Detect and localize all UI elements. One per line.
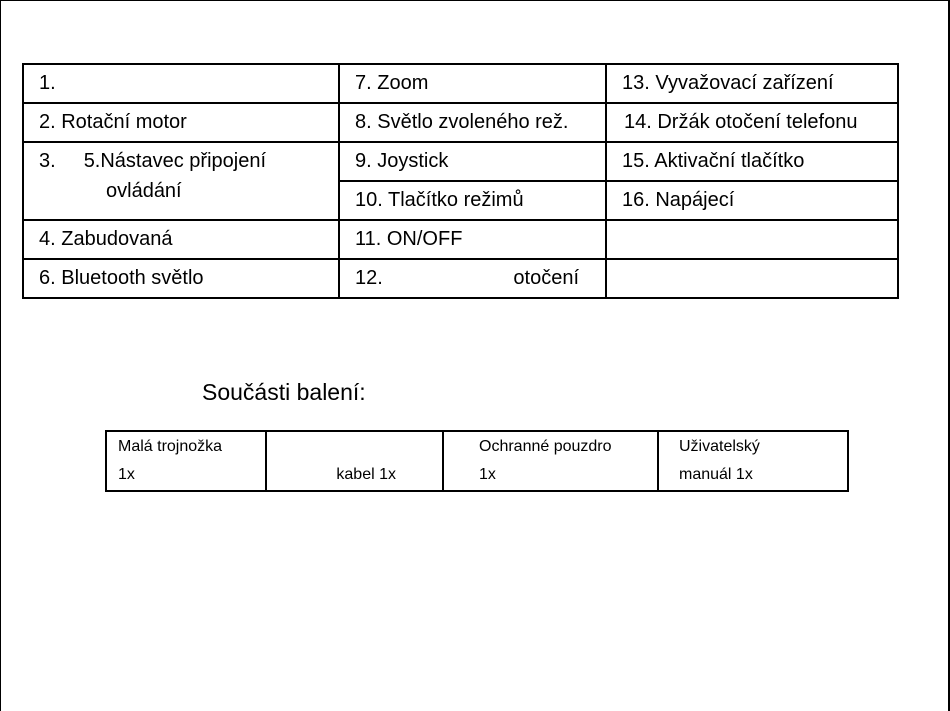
package-item-line1: Ochranné pouzdro bbox=[479, 438, 612, 455]
table-row bbox=[23, 259, 898, 298]
parts-cell-12 bbox=[339, 259, 606, 298]
table-row bbox=[23, 64, 898, 103]
parts-cell: 16. Napájecí bbox=[606, 181, 898, 220]
table-row bbox=[23, 220, 898, 259]
merged-cell-text: 5.Nástavec připojení bbox=[83, 150, 267, 172]
package-item-line2: 1x bbox=[479, 466, 496, 483]
parts-cell: 9. Joystick bbox=[339, 142, 606, 181]
package-item bbox=[443, 431, 658, 491]
parts-cell: 1. bbox=[23, 64, 339, 103]
package-item-line2: manuál 1x bbox=[679, 466, 753, 483]
parts-table bbox=[22, 63, 899, 299]
package-item-line2: kabel 1x bbox=[336, 466, 396, 483]
package-table bbox=[105, 430, 849, 492]
parts-cell: 8. Světlo zvoleného rež. bbox=[339, 103, 606, 142]
parts-cell-empty bbox=[606, 220, 898, 259]
parts-cell: 2. Rotační motor bbox=[23, 103, 339, 142]
parts-cell: 4. Zabudovaná bbox=[23, 220, 339, 259]
table-row bbox=[23, 142, 898, 181]
parts-cell: 13. Vyvažovací zařízení bbox=[606, 64, 898, 103]
package-section-title: Součásti balení: bbox=[202, 379, 366, 405]
cell-12-number: 12. bbox=[355, 267, 383, 289]
parts-cell-empty bbox=[606, 259, 898, 298]
package-item-line1: Uživatelský bbox=[679, 438, 760, 455]
package-item-line2: 1x bbox=[118, 466, 135, 483]
merged-cell-number: 3. bbox=[39, 150, 56, 172]
cell-12-word: otočení bbox=[513, 267, 579, 289]
package-item bbox=[266, 431, 443, 491]
parts-cell: 11. ON/OFF bbox=[339, 220, 606, 259]
parts-cell: 15. Aktivační tlačítko bbox=[606, 142, 898, 181]
package-item-line1: Malá trojnožka bbox=[118, 438, 223, 455]
parts-cell: 10. Tlačítko režimů bbox=[339, 181, 606, 220]
merged-cell-line1 bbox=[39, 149, 338, 173]
parts-cell: 7. Zoom bbox=[339, 64, 606, 103]
merged-cell-line2: ovládání bbox=[106, 180, 182, 202]
package-item bbox=[106, 431, 266, 491]
table-row bbox=[23, 103, 898, 142]
package-item bbox=[658, 431, 848, 491]
parts-cell: 6. Bluetooth světlo bbox=[23, 259, 339, 298]
parts-cell-merged bbox=[23, 142, 339, 220]
parts-cell: 14. Držák otočení telefonu bbox=[606, 103, 898, 142]
table-row bbox=[106, 431, 848, 491]
